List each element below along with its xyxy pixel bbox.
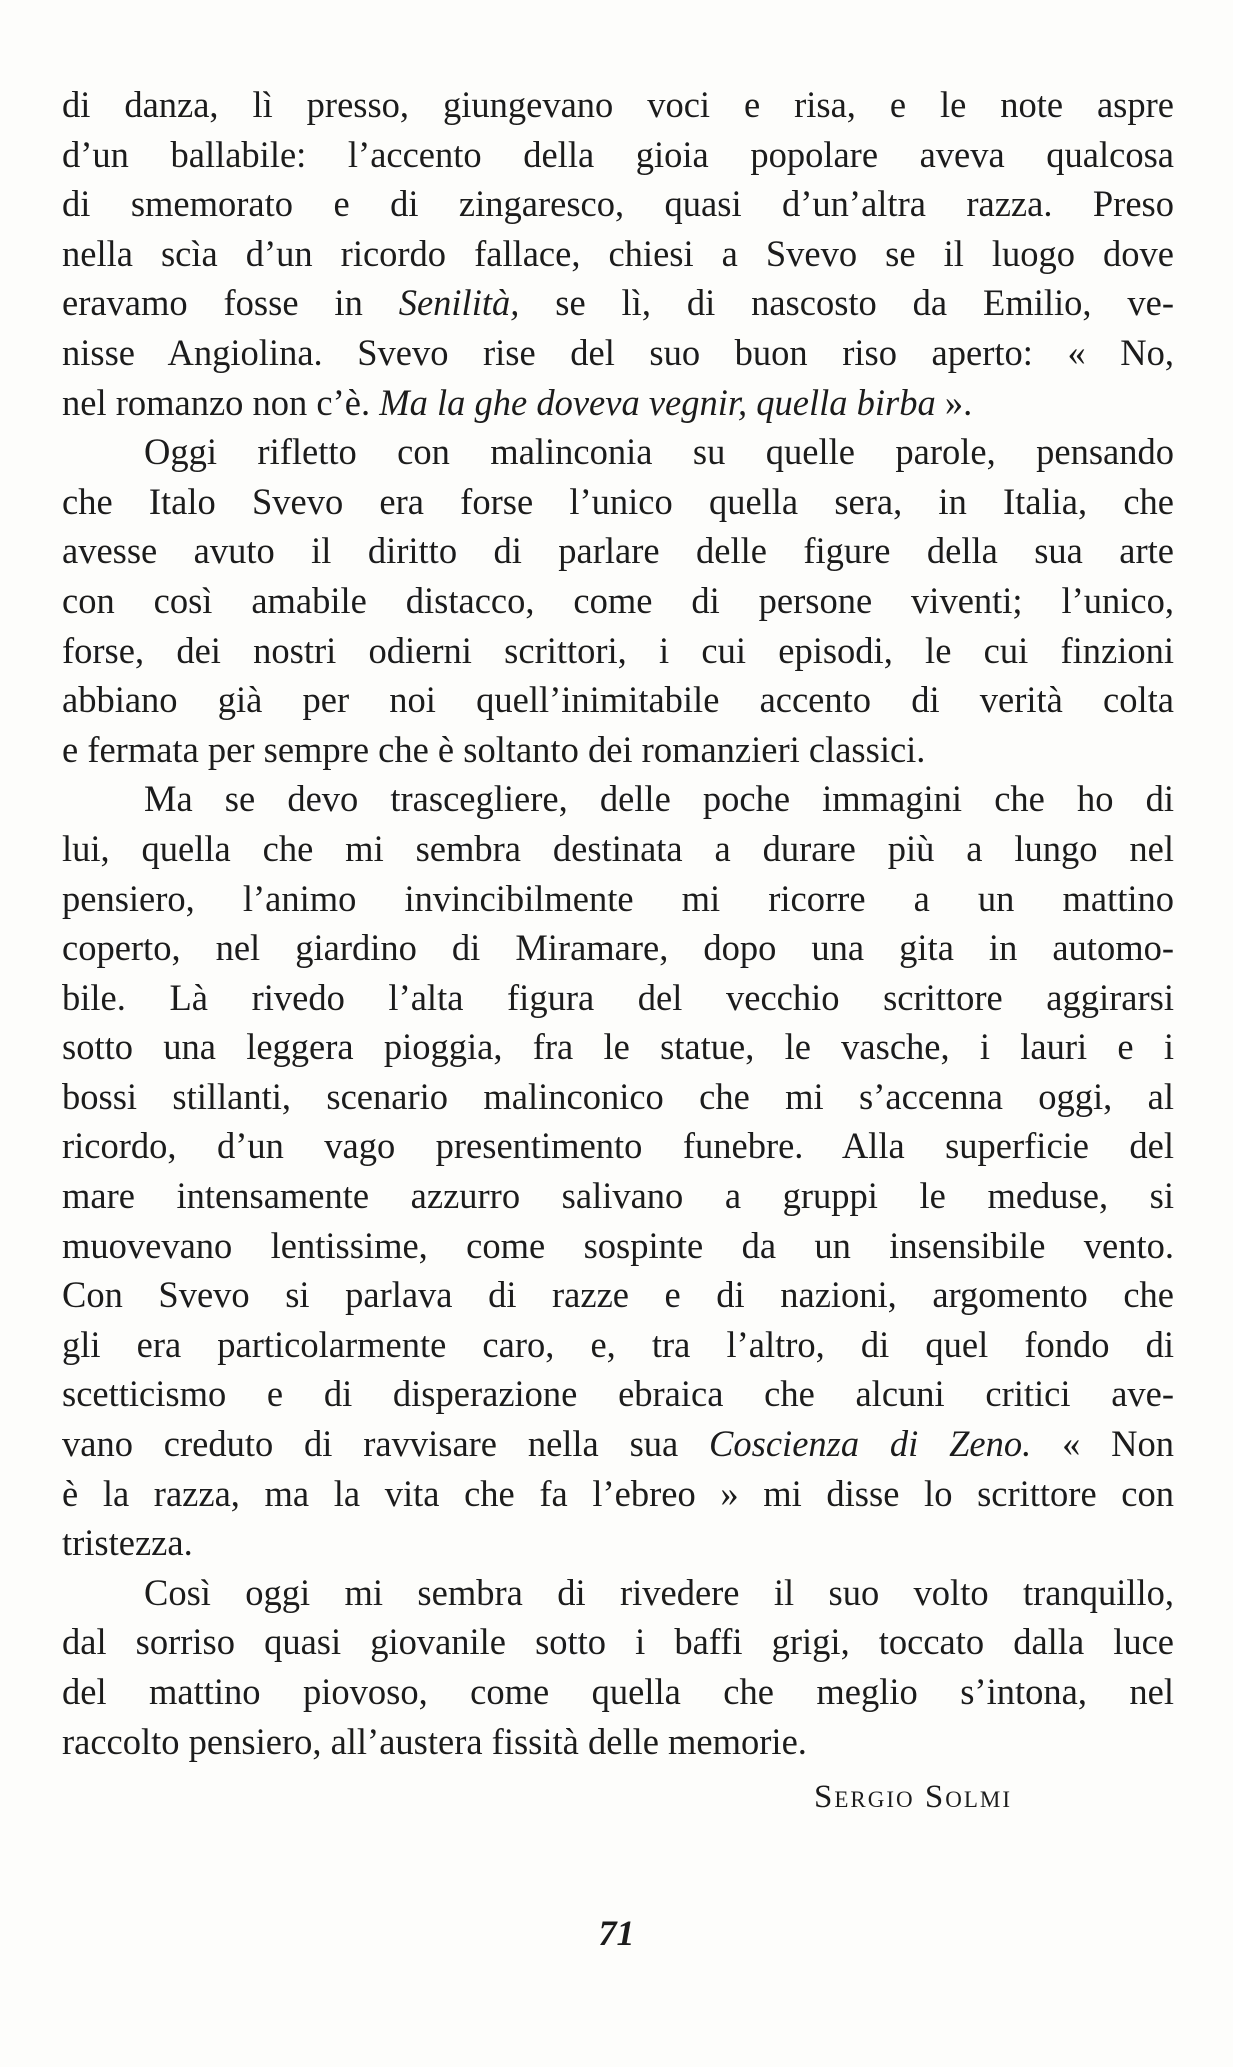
text-line (62, 477, 1174, 527)
text-line (62, 1667, 1174, 1717)
text-line (62, 1617, 1174, 1667)
text-line (62, 576, 1174, 626)
text-line (62, 1419, 1174, 1469)
text-segment: e fermata per sempre che è soltanto dei romanzieri classici. (62, 728, 926, 770)
text-segment: del mattino piovoso, come quella che meglio s’intona, nel (62, 1671, 1174, 1712)
text-segment: nisse Angiolina. Svevo rise del suo buon riso aperto: « No, (62, 331, 1174, 373)
text-line (62, 130, 1174, 180)
text-segment: dal sorriso quasi giovanile sotto i baffi grigi, toccato dalla luce (62, 1621, 1174, 1663)
text-line (62, 1369, 1174, 1419)
text-segment: muovevano lentissime, come sospinte da un insensibile vento. (62, 1224, 1174, 1266)
text-line (62, 526, 1174, 576)
text-segment: bile. Là rivedo l’alta figura del vecchio scrittore aggirarsi (62, 976, 1174, 1018)
paragraph (62, 1568, 1174, 1766)
text-line (62, 427, 1174, 477)
text-segment: è la razza, ma la vita che fa l’ebreo » mi disse lo scrittore con (62, 1472, 1174, 1514)
text-line (62, 874, 1174, 924)
body-text (62, 80, 1174, 1766)
text-line (62, 328, 1174, 378)
italic-text: Coscienza di Zeno. (709, 1423, 1032, 1465)
text-segment: vano creduto di ravvisare nella sua (62, 1423, 710, 1465)
text-segment: mare intensamente azzurro salivano a gruppi le meduse, si (62, 1175, 1174, 1217)
text-line (62, 179, 1174, 229)
text-segment: Con Svevo si parlava di razze e di nazioni, argomento che (62, 1274, 1174, 1316)
text-segment: abbiano già per noi quell’inimitabile accento di verità colta (62, 679, 1174, 721)
text-line (62, 1717, 1174, 1767)
text-segment: di smemorato e di zingaresco, quasi d’un’altra razza. Preso (62, 183, 1174, 225)
author-signature: Sergio Solmi (814, 1779, 1012, 1815)
text-segment: « Non (1031, 1423, 1174, 1465)
text-segment: ricordo, d’un vago presentimento funebre. Alla superficie del (62, 1125, 1174, 1167)
text-line (62, 1320, 1174, 1370)
text-segment: coperto, nel giardino di Miramare, dopo una gita in automo- (62, 927, 1174, 969)
text-segment: tristezza. (62, 1522, 193, 1564)
text-line (62, 229, 1174, 279)
text-line (62, 1022, 1174, 1072)
text-segment: bossi stillanti, scenario malinconico che mi s’accenna oggi, al (62, 1075, 1174, 1117)
text-line (62, 1171, 1174, 1221)
text-line (62, 725, 1174, 775)
text-line (62, 626, 1174, 676)
text-segment: Così oggi mi sembra di rivedere il suo volto tranquillo, (144, 1571, 1174, 1613)
text-segment: d’un ballabile: l’accento della gioia popolare aveva qualcosa (62, 133, 1174, 175)
italic-text: Ma la ghe doveva vegnir, quella birba (379, 381, 936, 423)
text-segment: Oggi rifletto con malinconia su quelle parole, pensando (144, 431, 1174, 473)
text-segment: lui, quella che mi sembra destinata a durare più a lungo nel (62, 827, 1174, 869)
text-line (62, 80, 1174, 130)
text-line (62, 1072, 1174, 1122)
text-segment: gli era particolarmente caro, e, tra l’altro, di quel fondo di (62, 1323, 1174, 1365)
text-line (62, 1270, 1174, 1320)
text-segment: di danza, lì presso, giungevano voci e risa, e le note aspre (62, 84, 1174, 125)
text-segment: avesse avuto il diritto di parlare delle figure della sua arte (62, 530, 1174, 572)
paragraph (62, 427, 1174, 774)
text-segment: Ma se devo trascegliere, delle poche immagini che ho di (144, 778, 1174, 820)
text-segment: scetticismo e di disperazione ebraica che alcuni critici ave- (62, 1373, 1174, 1415)
text-segment: eravamo fosse in (62, 282, 399, 324)
text-line (62, 923, 1174, 973)
paragraph (62, 774, 1174, 1568)
text-segment: pensiero, l’animo invincibilmente mi ricorre a un mattino (62, 877, 1174, 919)
text-segment: forse, dei nostri odierni scrittori, i cui episodi, le cui finzioni (62, 629, 1174, 671)
paragraph (62, 80, 1174, 427)
text-line (62, 824, 1174, 874)
text-line (62, 973, 1174, 1023)
text-line (62, 1121, 1174, 1171)
text-line (62, 774, 1174, 824)
text-line (62, 378, 1174, 428)
italic-text: Senilità, (398, 282, 520, 324)
text-segment: nella scìa d’un ricordo fallace, chiesi a Svevo se il luogo dove (62, 232, 1174, 274)
text-line (62, 1469, 1174, 1519)
text-segment: con così amabile distacco, come di persone viventi; l’unico, (62, 579, 1174, 621)
text-line (62, 1518, 1174, 1568)
text-segment: che Italo Svevo era forse l’unico quella sera, in Italia, che (62, 480, 1174, 522)
page-number: 71 (598, 1913, 635, 1953)
text-line (62, 1221, 1174, 1271)
text-line (62, 1568, 1174, 1618)
text-segment: raccolto pensiero, all’austera fissità delle memorie. (62, 1720, 807, 1762)
text-segment: sotto una leggera pioggia, fra le statue, le vasche, i lauri e i (62, 1026, 1174, 1068)
text-segment: ». (935, 381, 973, 423)
text-line (62, 675, 1174, 725)
text-segment: nel romanzo non c’è. (62, 381, 380, 423)
text-line (62, 278, 1174, 328)
text-segment: se lì, di nascosto da Emilio, ve- (519, 282, 1174, 324)
